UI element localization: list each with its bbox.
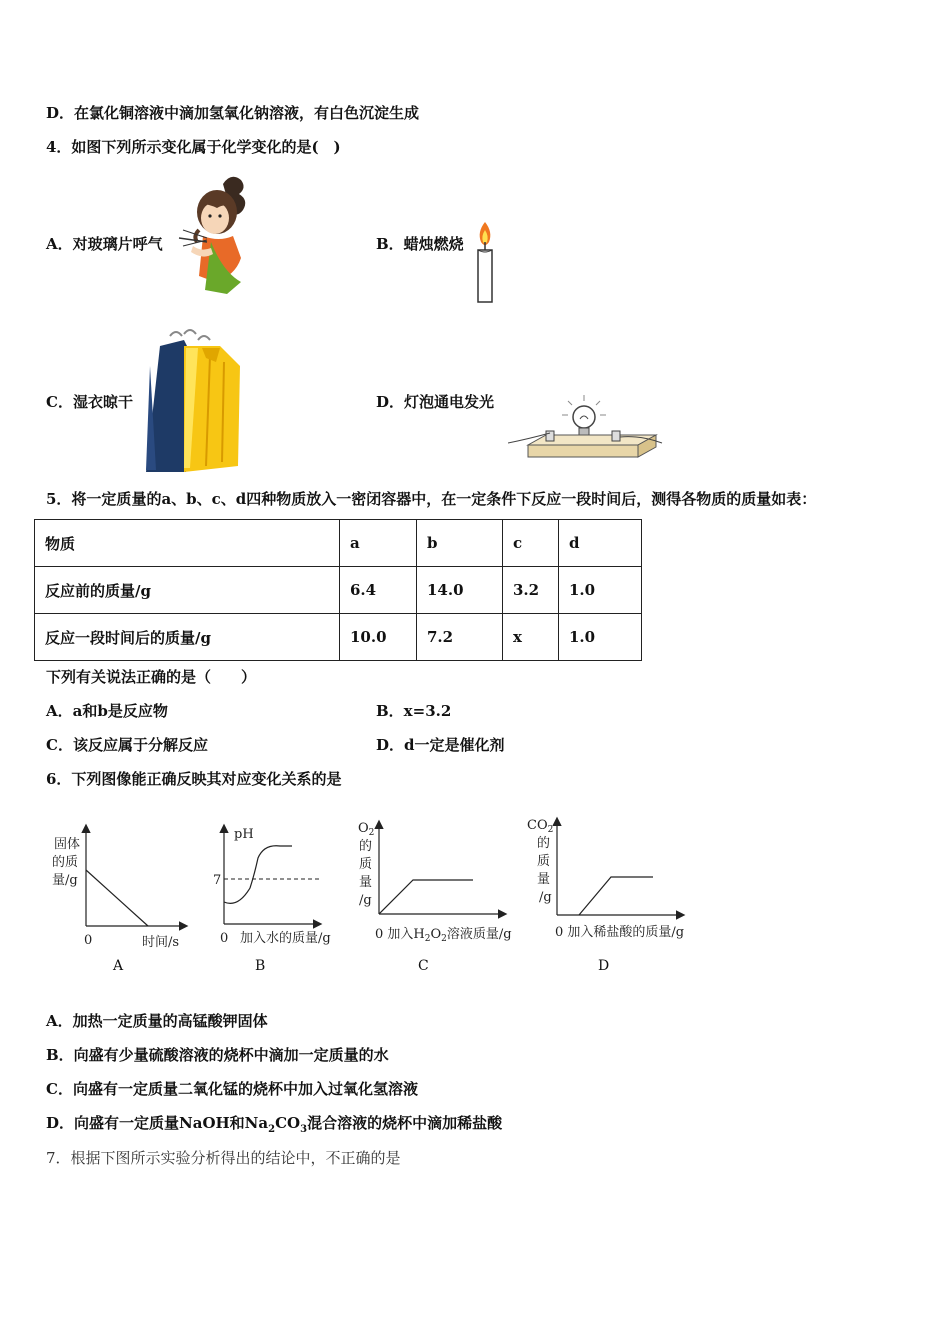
x-label: 0 加入H: [375, 927, 425, 942]
origin-label: 0: [220, 931, 229, 946]
x-label: 0 加入稀盐酸的质量/g: [555, 925, 685, 940]
x-label-sub: 2: [441, 934, 447, 944]
q5-stem: 5．将一定质量的a、b、c、d四种物质放入一密闭容器中，在一定条件下反应一段时间后，测得各物质的质量如表：: [46, 490, 817, 508]
data-curve: [224, 846, 292, 904]
y-label: 的质: [52, 855, 79, 870]
table-row: [35, 567, 642, 614]
y-label: 的: [359, 839, 373, 854]
y-label: 的: [537, 836, 551, 851]
drying-clothes-illustration: [140, 326, 245, 474]
q4-stem: 4．如图下列所示变化属于化学变化的是( ): [46, 138, 341, 156]
q5-option-d: D．d一定是催化剂: [376, 736, 505, 754]
subscript: 3: [300, 1124, 308, 1135]
x-label: 时间/s: [142, 935, 180, 950]
table-cell: 3.2: [503, 567, 559, 614]
q4-option-c: C．湿衣晾干: [46, 393, 133, 411]
table-cell: b: [417, 520, 503, 567]
burning-candle-illustration: [470, 220, 500, 305]
graph-c-caption: C: [418, 958, 429, 974]
table-cell: d: [559, 520, 642, 567]
table-cell: c: [503, 520, 559, 567]
girl-breathing-illustration: [175, 172, 260, 297]
q6-option-d: [46, 1112, 502, 1135]
q5-question: 下列有关说法正确的是（ ）: [46, 668, 257, 686]
data-line: [86, 870, 148, 926]
q5-option-c: C．该反应属于分解反应: [46, 736, 208, 754]
y-label: 量: [359, 875, 373, 890]
y-label: 质: [359, 857, 373, 872]
table-cell: 物质: [35, 520, 340, 567]
x-label-sub: 2: [424, 934, 431, 944]
q5-option-b: B．x=3.2: [376, 702, 452, 720]
q6-option-b: B．向盛有少量硫酸溶液的烧杯中滴加一定质量的水: [46, 1046, 389, 1064]
q6-stem: 6．下列图像能正确反映其对应变化关系的是: [46, 770, 342, 788]
table-header-row: [35, 520, 642, 567]
graph-d-caption: D: [598, 958, 610, 974]
q6-option-a: A．加热一定质量的高锰酸钾固体: [46, 1012, 268, 1030]
svg-text:0 加入H2O2溶液质量/g: [375, 926, 512, 944]
q6-option-d-text: CO: [275, 1114, 301, 1132]
q3-option-d: D．在氯化铜溶液中滴加氢氧化钠溶液，有白色沉淀生成: [46, 104, 420, 122]
y-label: 量: [537, 872, 551, 887]
table-cell: 反应一段时间后的质量/g: [35, 614, 340, 661]
y-label-sub: 2: [368, 828, 375, 838]
graph-b: [210, 818, 350, 953]
graph-b-caption: B: [255, 958, 266, 974]
y-label: pH: [234, 827, 254, 842]
y-label: 质: [537, 854, 551, 869]
q4-option-d: D．灯泡通电发光: [376, 393, 495, 411]
x-label: 加入水的质量/g: [240, 931, 331, 946]
y-label-sub: 2: [547, 825, 554, 835]
y-label: CO: [527, 818, 548, 833]
subscript: 2: [268, 1124, 276, 1135]
table-cell: 7.2: [417, 614, 503, 661]
table-cell: 1.0: [559, 614, 642, 661]
graph-a: [48, 820, 193, 955]
q6-option-d-text: D．向盛有一定质量NaOH和Na: [46, 1114, 269, 1132]
table-cell: 反应前的质量/g: [35, 567, 340, 614]
table-cell: 10.0: [340, 614, 417, 661]
svg-text:O2: [358, 821, 374, 838]
q5-option-a: A．a和b是反应物: [46, 702, 168, 720]
light-bulb-circuit-illustration: [508, 393, 663, 473]
y-label: 量/g: [52, 873, 78, 888]
q4-option-a: A．对玻璃片呼气: [46, 235, 163, 253]
graph-d: [525, 815, 705, 945]
data-line: [379, 880, 473, 914]
svg-text:CO2: [527, 818, 553, 835]
q7-stem: 7．根据下图所示实验分析得出的结论中，不正确的是: [46, 1149, 401, 1167]
graph-c: [355, 818, 525, 948]
table-cell: 6.4: [340, 567, 417, 614]
table-cell: 1.0: [559, 567, 642, 614]
q4-option-b: B．蜡烛燃烧: [376, 235, 464, 253]
graph-a-caption: A: [113, 958, 124, 974]
mass-data-table: [34, 519, 642, 661]
origin-label: 0: [84, 933, 93, 948]
x-label: 溶液质量/g: [446, 927, 512, 942]
y-label: 固体: [54, 837, 81, 852]
q6-option-d-text: 混合溶液的烧杯中滴加稀盐酸: [307, 1114, 503, 1132]
y-label: O: [358, 821, 369, 836]
data-line: [579, 877, 653, 915]
table-cell: a: [340, 520, 417, 567]
y-label: /g: [359, 893, 372, 908]
table-cell: x: [503, 614, 559, 661]
table-cell: 14.0: [417, 567, 503, 614]
tick-label: 7: [213, 873, 222, 888]
q6-option-c: C．向盛有一定质量二氧化锰的烧杯中加入过氧化氢溶液: [46, 1080, 418, 1098]
x-label: O: [430, 927, 442, 942]
y-label: /g: [539, 890, 552, 905]
table-row: [35, 614, 642, 661]
